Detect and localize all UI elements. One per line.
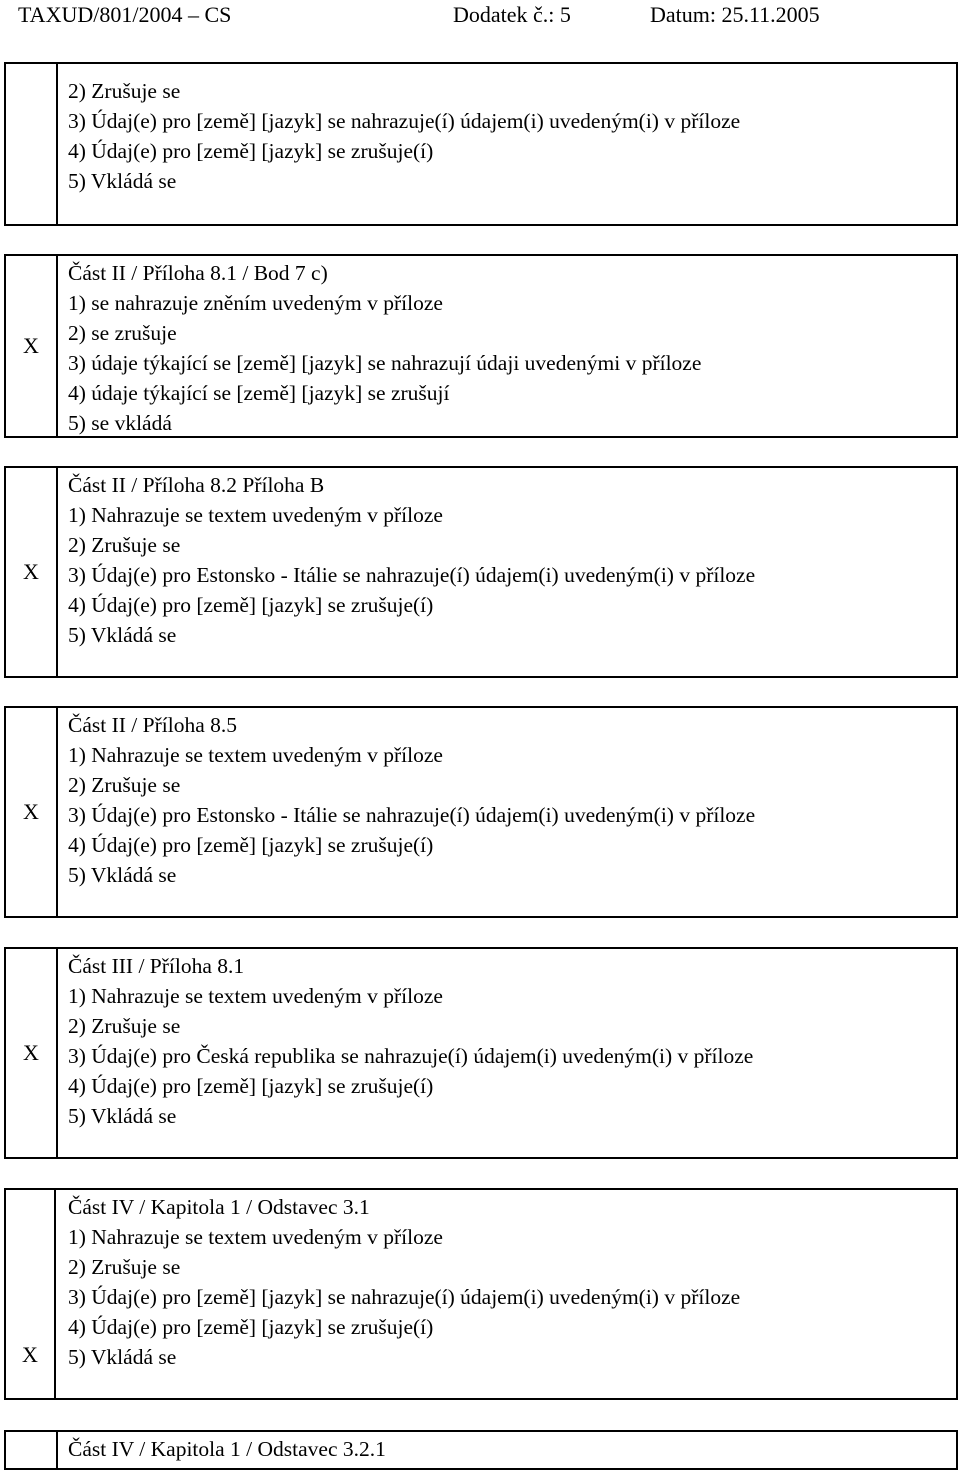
section-line: 4) Údaj(e) pro [země] [jazyk] se zrušuje(í) [68,833,434,857]
section-line: 2) Zrušuje se [68,773,181,797]
section-line: 4) údaje týkající se [země] [jazyk] se zrušují [68,381,450,405]
section-line: 3) Údaj(e) pro [země] [jazyk] se nahrazuje(í) údajem(i) uvedeným(i) v příloze [68,109,741,133]
section-mark: X [6,1190,56,1398]
section-line: 5) Vkládá se [68,1104,177,1128]
section-line: 1) Nahrazuje se textem uvedeným v příloze [68,743,443,767]
section-line: 1) Nahrazuje se textem uvedeným v příloze [68,984,443,1008]
section-mark: X [6,949,58,1157]
section-mark [6,64,58,224]
section-line: 4) Údaj(e) pro [země] [jazyk] se zrušuje(í) [68,1074,434,1098]
section-line: 2) Zrušuje se [68,79,181,103]
section-title: Část II / Příloha 8.2 Příloha B [68,473,325,497]
section-content [68,710,952,890]
section-line: 4) Údaj(e) pro [země] [jazyk] se zrušuje(í) [68,1315,434,1339]
section-line: 5) Vkládá se [68,623,177,647]
section-line: 5) Vkládá se [68,1345,177,1369]
section-content [68,951,952,1131]
document-id: TAXUD/801/2004 – CS [18,2,232,27]
section-title: Část III / Příloha 8.1 [68,954,245,978]
section-box [4,947,958,1159]
section-content [68,1434,952,1464]
section-box [4,466,958,678]
section-title: Část II / Příloha 8.5 [68,713,237,737]
section-line: 3) Údaj(e) pro Česká republika se nahrazuje(í) údajem(i) uvedeným(i) v příloze [68,1044,754,1068]
section-line: 5) se vkládá [68,411,172,435]
section-content [68,1192,952,1372]
section-line: 2) Zrušuje se [68,1255,181,1279]
section-box [4,1188,958,1400]
section-line: 5) Vkládá se [68,863,177,887]
section-line: 1) Nahrazuje se textem uvedeným v příloze [68,503,443,527]
section-box [4,1430,958,1470]
section-line: 2) Zrušuje se [68,533,181,557]
section-line: 1) se nahrazuje zněním uvedeným v příloze [68,291,443,315]
section-line: 1) Nahrazuje se textem uvedeným v příloze [68,1225,443,1249]
section-line: 2) Zrušuje se [68,1014,181,1038]
section-box [4,254,958,438]
section-line: 3) Údaj(e) pro Estonsko - Itálie se nahrazuje(í) údajem(i) uvedeným(i) v příloze [68,563,756,587]
section-box [4,706,958,918]
section-title: Část IV / Kapitola 1 / Odstavec 3.1 [68,1195,370,1219]
page-header [18,0,948,30]
section-content [68,258,952,438]
section-line: 3) Údaj(e) pro Estonsko - Itálie se nahrazuje(í) údajem(i) uvedeným(i) v příloze [68,803,756,827]
section-line: 4) Údaj(e) pro [země] [jazyk] se zrušuje(í) [68,593,434,617]
section-mark: X [6,708,58,916]
section-mark: X [6,468,58,676]
section-content [68,470,952,650]
section-line: 2) se zrušuje [68,321,177,345]
section-mark [6,1432,58,1468]
section-box [4,62,958,226]
section-title: Část II / Příloha 8.1 / Bod 7 c) [68,261,328,285]
section-title: Část IV / Kapitola 1 / Odstavec 3.2.1 [68,1437,386,1461]
section-line: 3) Údaj(e) pro [země] [jazyk] se nahrazuje(í) údajem(i) uvedeným(i) v příloze [68,1285,741,1309]
section-content [68,76,952,196]
section-line: 3) údaje týkající se [země] [jazyk] se nahrazují údaji uvedenými v příloze [68,351,702,375]
addendum-number: Dodatek č.: 5 [453,2,571,27]
section-line: 4) Údaj(e) pro [země] [jazyk] se zrušuje(í) [68,139,434,163]
document-date: Datum: 25.11.2005 [650,2,820,27]
section-line: 5) Vkládá se [68,169,177,193]
section-mark: X [6,256,58,436]
